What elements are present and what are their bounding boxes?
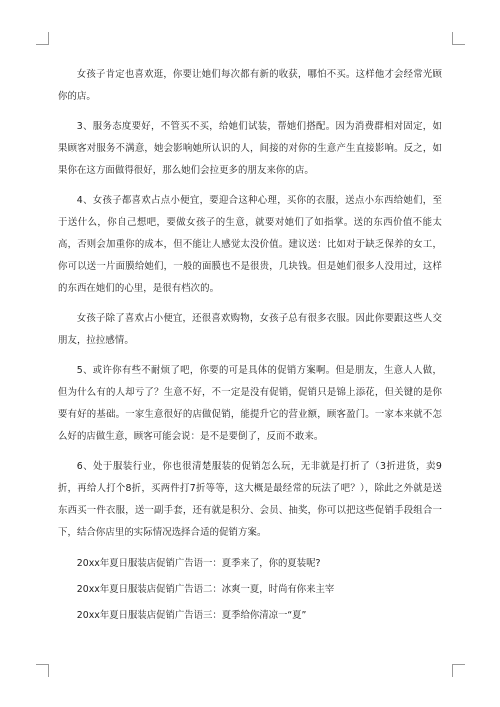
paragraph-point-3-service: 3、服务态度要好，不管买不买，给她们试装，帮她们搭配。因为消费群相对固定，如果顾客对服务不满意，她会影响她所认识的人，间接的对你的生意产生直接影响。反之，如果你在这方面做得很好，那么她们会拉更多的朋友来你的店。 (58, 121, 442, 176)
crop-mark-top-right (452, 32, 465, 45)
paragraph-point-4-gifts: 4、女孩子都喜欢占点小便宜，要迎合这种心理，买你的衣服，送点小东西给她们，至于送什么，你自己想吧，要做女孩子的生意，就要对她们了如指掌。送的东西价值不能太高，否则会加重你的成本，但不能让人感觉太没价值。建议送：比如对于缺乏保养的女工，你可以送一片面膜给她们，一般的面膜也不是很贵，几块钱。但是她们很多人没用过，这样的东西在她们的心里，是很有档次的。 (58, 195, 442, 294)
crop-mark-bottom-right (452, 664, 465, 677)
paragraph-point-6-discounts: 6、处于服装行业，你也很清楚服装的促销怎么玩，无非就是打折了（3折进货，卖9折，再给人打个8折，买两件打7折等等，这大概是最经常的玩法了吧？），除此之外就是送东西买一件衣服，送一副手套，还有就是积分、会员、抽奖，你可以把这些促销手段组合一下，结合你店里的实际情况选择合适的促销方案。 (58, 461, 442, 538)
paragraph-shopping-friends: 女孩子除了喜欢占小便宜，还很喜欢购物，女孩子总有很多衣服。因此你要跟这些人交朋友，拉拉感情。 (58, 313, 442, 346)
ad-slogan-2: 20xx年夏日服装店促销广告语二：冰爽一夏，时尚有你来主宰 (76, 584, 335, 595)
ad-slogan-3: 20xx年夏日服装店促销广告语三：夏季给你清凉一“夏” (76, 610, 307, 621)
crop-mark-bottom-left (36, 664, 49, 677)
document-body (58, 64, 442, 630)
crop-mark-top-left (36, 32, 49, 45)
paragraph-store-visits: 女孩子肯定也喜欢逛，你要让她们每次都有新的收获，哪怕不买。这样他才会经常光顾你的店。 (58, 69, 442, 102)
ad-slogan-1: 20xx年夏日服装店促销广告语一：夏季来了，你的夏装呢? (76, 558, 321, 569)
paragraph-point-5-promotion: 5、或许你有些不耐烦了吧，你要的可是具体的促销方案啊。但是朋友，生意人人做，但为什么有的人却亏了？生意不好，不一定是没有促销，促销只是锦上添花，但关键的是你要有好的基础。一家生意很好的店做促销，能提升它的营业额，顾客盈门。一家本来就不怎么好的店做生意，顾客可能会说：是不是要倒了，反而不敢来。 (58, 365, 442, 442)
